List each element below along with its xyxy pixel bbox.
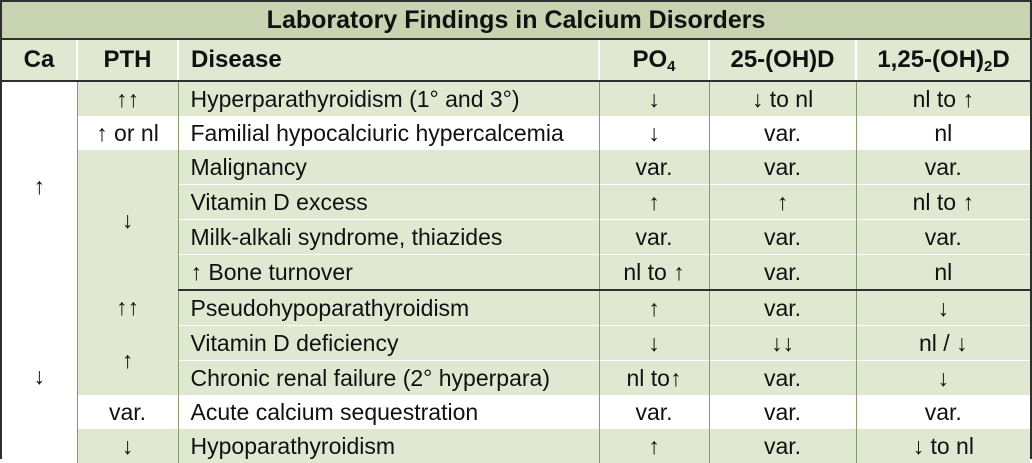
header-pth: PTH [77, 39, 178, 81]
disease-cell: Hyperparathyroidism (1° and 3°) [178, 81, 599, 116]
disease-cell: Vitamin D deficiency [178, 326, 599, 361]
oh2-d-cell: nl to ↑ [856, 185, 1030, 220]
disease-cell: Familial hypocalciuric hypercalcemia [178, 116, 599, 150]
header-disease: Disease [178, 39, 599, 81]
po4-cell: nl to↑ [599, 361, 709, 396]
ca-group-low: ↓ [2, 290, 77, 463]
disease-cell: Pseudohypoparathyroidism [178, 290, 599, 326]
po4-cell: nl to ↑ [599, 255, 709, 291]
oh-d-cell: ↑ [709, 185, 856, 220]
oh2-d-cell: nl / ↓ [856, 326, 1030, 361]
disease-cell: Milk-alkali syndrome, thiazides [178, 220, 599, 255]
pth-cell: ↓ [77, 150, 178, 290]
po4-cell: var. [599, 395, 709, 429]
oh-d-cell: var. [709, 220, 856, 255]
pth-cell: var. [77, 395, 178, 429]
oh-d-cell: ↓↓ [709, 326, 856, 361]
header-po4: $PO_4$ [599, 39, 709, 81]
oh2-d-cell: var. [856, 220, 1030, 255]
pth-cell: ↓ [77, 429, 178, 463]
pth-cell: ↑ [77, 326, 178, 396]
disease-cell: Vitamin D excess [178, 185, 599, 220]
ca-group-high: ↑ [2, 81, 77, 290]
oh-d-cell: var. [709, 116, 856, 150]
oh-d-cell: var. [709, 429, 856, 463]
oh-d-cell: ↓ to nl [709, 81, 856, 116]
po4-cell: ↓ [599, 326, 709, 361]
disease-cell: Malignancy [178, 150, 599, 185]
oh-d-cell: var. [709, 150, 856, 185]
header-25-oh-d: 25-(OH)D [709, 39, 856, 81]
calcium-disorders-table [2, 2, 1030, 463]
po4-cell: ↑ [599, 429, 709, 463]
po4-cell: ↑ [599, 290, 709, 326]
disease-cell: ↑ Bone turnover [178, 255, 599, 291]
disease-cell: Chronic renal failure (2° hyperpara) [178, 361, 599, 396]
oh2-d-cell: ↓ to nl [856, 429, 1030, 463]
po4-cell: ↓ [599, 81, 709, 116]
po4-cell: var. [599, 150, 709, 185]
pth-cell: ↑↑ [77, 81, 178, 116]
table-title: Laboratory Findings in Calcium Disorders [2, 2, 1030, 39]
po4-cell: ↑ [599, 185, 709, 220]
disease-cell: Acute calcium sequestration [178, 395, 599, 429]
oh2-d-cell: ↓ [856, 290, 1030, 326]
po4-cell: var. [599, 220, 709, 255]
oh2-d-cell: ↓ [856, 361, 1030, 396]
oh2-d-cell: var. [856, 150, 1030, 185]
oh-d-cell: var. [709, 361, 856, 396]
po4-cell: ↓ [599, 116, 709, 150]
oh-d-cell: var. [709, 255, 856, 291]
oh2-d-cell: nl to ↑ [856, 81, 1030, 116]
oh2-d-cell: nl [856, 255, 1030, 291]
pth-cell: ↑ or nl [77, 116, 178, 150]
header-1-25-oh2-d: $1,25-(OH)_2D$ [856, 39, 1030, 81]
pth-cell: ↑↑ [77, 290, 178, 326]
oh-d-cell: var. [709, 290, 856, 326]
oh2-d-cell: var. [856, 395, 1030, 429]
disease-cell: Hypoparathyroidism [178, 429, 599, 463]
header-ca: Ca [2, 39, 77, 81]
oh2-d-cell: nl [856, 116, 1030, 150]
oh-d-cell: var. [709, 395, 856, 429]
